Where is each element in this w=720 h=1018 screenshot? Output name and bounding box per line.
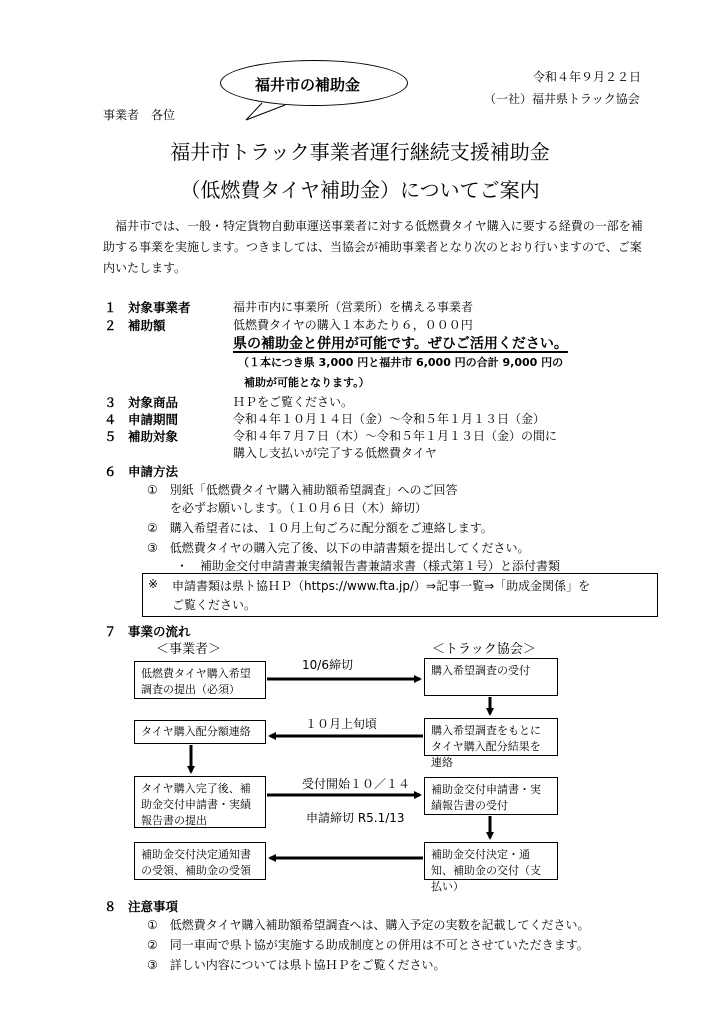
section-5-text-1: 令和４年７月７日（木）～令和５年１月１３日（金）の間に: [233, 429, 558, 443]
section-4-label: 申請期間: [128, 412, 179, 427]
flow-box-application-submit: タイヤ購入完了後、補助金交付申請書・実績報告書の提出: [134, 776, 266, 828]
flow-left-header: ＜事業者＞: [156, 642, 222, 657]
section-5-label: 補助対象: [128, 429, 179, 444]
flow-box-survey-receive: 購入希望調査の受付: [424, 658, 558, 696]
section-1-number: １: [104, 300, 117, 315]
flow-label-application-deadline: 申請締切 R5.1/13: [306, 811, 405, 825]
flow-box-allocation-result: 購入希望調査をもとにタイヤ購入配分結果を連絡: [424, 718, 558, 756]
section-6-note-mark: ※: [148, 577, 159, 591]
flow-box-survey-submit: 低燃費タイヤ購入希望調査の提出（必須）: [134, 661, 266, 699]
section-2-note-2: 補助が可能となります。）: [244, 376, 370, 389]
title-line-2: （低燃費タイヤ補助金）についてご案内: [180, 178, 540, 202]
flow-box-application-receive: 補助金交付申請書・実績報告書の受付: [424, 777, 558, 815]
section-3-text: ＨＰをご覧ください。: [233, 395, 354, 409]
recipient: 事業者 各位: [103, 108, 176, 122]
flow-right-header: ＜トラック協会＞: [432, 642, 536, 657]
flow-label-application-start: 受付開始１０／１４: [302, 777, 411, 791]
section-6-number: ６: [104, 464, 117, 479]
section-2-highlight: 県の補助金と併用が可能です。ぜひご活用ください。: [233, 336, 568, 352]
section-5-text-2: 購入し支払いが完了する低燃費タイヤ: [233, 446, 437, 460]
section-1-text: 福井市内に事業所（営業所）を構える事業者: [233, 300, 474, 314]
issue-date: 令和４年９月２２日: [533, 70, 642, 84]
section-6-note-1: 申請書類は県ト協ＨＰ（https://www.fta.jp/）⇒記事一覧⇒「助成金関係」を: [172, 579, 591, 593]
section-2-label: 補助額: [128, 318, 166, 333]
section-8-label: 注意事項: [128, 899, 179, 914]
section-4-text: 令和４年１０月１４日（金）～令和５年１月１３日（金）: [233, 412, 546, 426]
flow-box-decision-grant: 補助金交付決定・通知、補助金の交付（支払い）: [424, 842, 558, 880]
section-6-item-1a: ① 別紙「低燃費タイヤ購入補助額希望調査」へのご回答: [147, 483, 458, 497]
section-6-item-3: ③ 低燃費タイヤの購入完了後、以下の申請書類を提出してください。: [147, 541, 530, 555]
issuer: （一社）福井県トラック協会: [484, 92, 640, 106]
title-line-1: 福井市トラック事業者運行継続支援補助金: [170, 140, 550, 164]
section-8-number: ８: [104, 899, 117, 914]
section-5-number: ５: [104, 429, 117, 444]
flow-label-early-october: １０月上旬頃: [305, 717, 378, 731]
section-6-label: 申請方法: [128, 464, 179, 479]
section-2-number: ２: [104, 318, 117, 333]
section-6-item-3-bullet: ・ 補助金交付申請書兼実績報告書兼請求書（様式第１号）と添付書類: [176, 559, 561, 573]
section-8-item-1: ① 低燃費タイヤ購入補助額希望調査へは、購入予定の実数を記載してください。: [147, 918, 590, 932]
section-3-label: 対象商品: [128, 395, 179, 410]
section-7-number: ７: [104, 624, 117, 639]
section-7-label: 事業の流れ: [128, 624, 191, 639]
section-6-item-2: ② 購入希望者には、１０月上旬ごろに配分額をご連絡します。: [147, 521, 493, 535]
section-4-number: ４: [104, 412, 117, 427]
section-8-item-2: ② 同一車両で県ト協が実施する助成制度との併用は不可とさせていただきます。: [147, 938, 589, 952]
intro-paragraph: 福井市では、一般・特定貨物自動車運送事業者に対する低燃費タイヤ購入に要する経費の一部を補助する事業を実施します。つきましては、当協会が補助事業者となり次のとおり行いますので、ご案内いたします。: [103, 219, 643, 275]
section-1-label: 対象事業者: [128, 300, 191, 315]
section-6-item-1b: を必ずお願いします。（１０月６日（木）締切）: [170, 501, 428, 515]
section-8-item-3: ③ 詳しい内容については県ト協ＨＰをご覧ください。: [147, 958, 446, 972]
flow-box-decision-receive: 補助金交付決定通知書の受領、補助金の受領: [134, 842, 266, 880]
section-3-number: ３: [104, 395, 117, 410]
callout-text: 福井市の補助金: [255, 76, 361, 94]
flow-box-allocation-notice: タイヤ購入配分額連絡: [134, 720, 266, 744]
section-2-note-1: （１本につき県 3,000 円と福井市 6,000 円の合計 9,000 円の: [238, 356, 564, 369]
section-2-text: 低燃費タイヤの購入１本あたり６，０００円: [233, 318, 473, 332]
section-6-note-2: ご覧ください。: [172, 598, 257, 612]
flow-label-deadline: 10/6締切: [302, 658, 353, 672]
